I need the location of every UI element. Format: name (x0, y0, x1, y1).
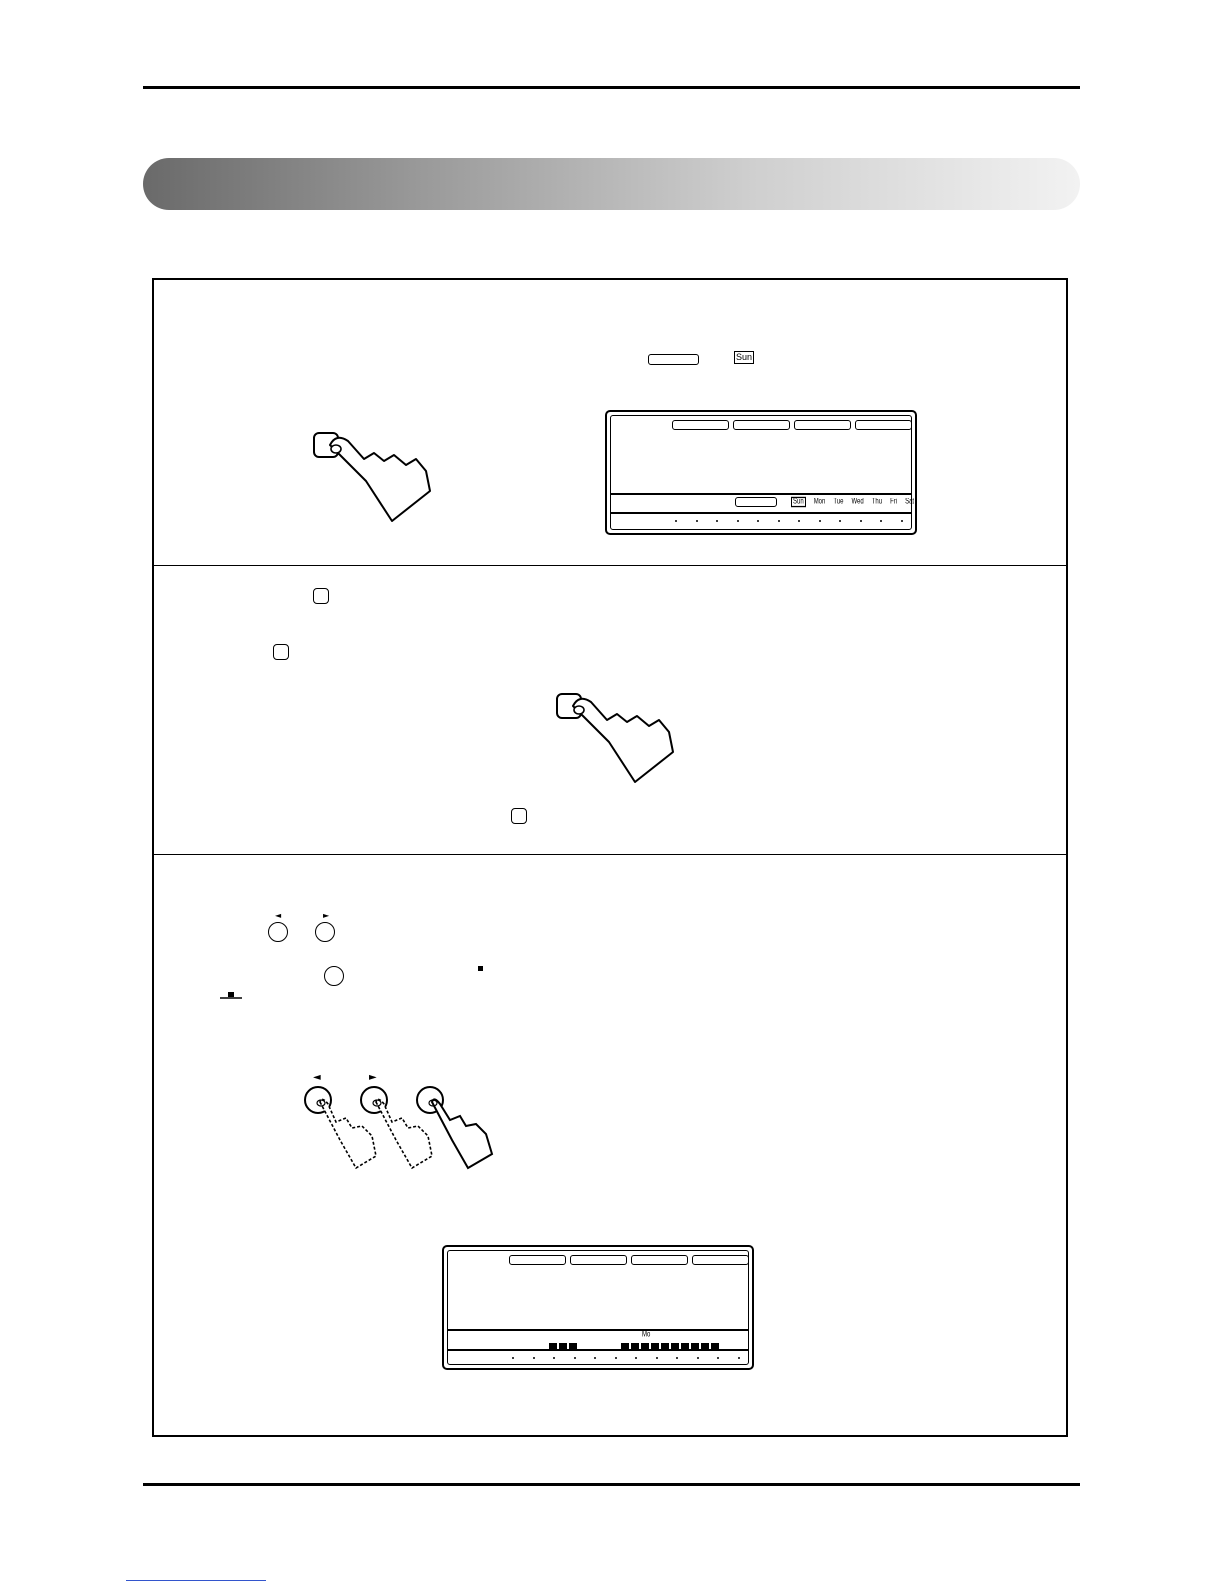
inline-right-round-button-icon (315, 922, 335, 942)
left-arrow-label: ◄ (275, 911, 282, 920)
inline-square-button-icon (313, 588, 329, 604)
svg-text:◄: ◄ (313, 1072, 321, 1083)
lcd-display-weekly (605, 410, 917, 535)
inline-block-marker-icon (478, 966, 483, 971)
step-divider-2 (152, 854, 1068, 855)
inline-sun-box: Sun (736, 352, 753, 362)
hand-press-button-icon (545, 688, 685, 788)
step-divider-1 (152, 565, 1068, 566)
footer-rule (143, 1483, 1080, 1486)
lcd-day-row: Sun Mon Tue Wed Thu Fri Sat (793, 498, 915, 506)
lcd-display-schedule (442, 1245, 754, 1370)
inline-time-segment-icon (648, 354, 699, 365)
inline-left-round-button-icon (268, 922, 288, 942)
inline-round-button-icon (324, 966, 344, 986)
hand-press-button-icon (300, 425, 440, 525)
footer-link-underline[interactable] (126, 1580, 266, 1581)
inline-bar-marker-icon (218, 990, 246, 1004)
inline-square-button-icon (511, 808, 527, 824)
section-title-banner (143, 158, 1080, 210)
svg-text:►: ► (369, 1072, 377, 1083)
lcd-day-label: Mo (642, 1331, 651, 1339)
inline-square-button-icon (273, 644, 289, 660)
right-arrow-label: ► (323, 911, 330, 920)
header-rule (143, 86, 1080, 89)
hands-pressing-round-buttons-icon (296, 1070, 506, 1175)
